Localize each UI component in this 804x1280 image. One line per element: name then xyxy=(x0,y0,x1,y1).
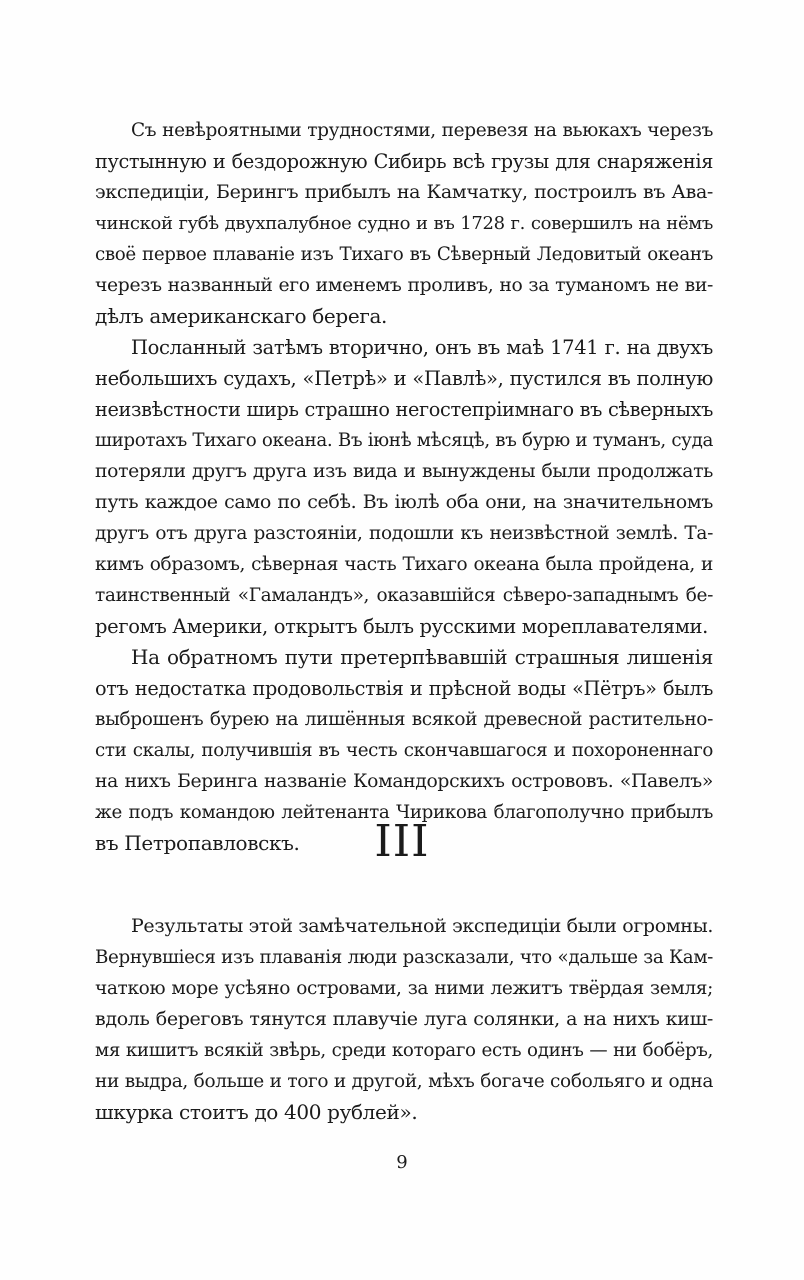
paragraph-line: небольшихъ судахъ, «Петрѣ» и «Павлѣ», пустился въ полную xyxy=(95,367,713,390)
paragraph-line: въ Петропавловскъ. xyxy=(95,831,300,855)
paragraph-line: ни выдра, больше и того и другой, мѣхъ богаче собольяго и одна xyxy=(95,1071,713,1092)
paragraph-line: Съ невѣроятными трудностями, перевезя на вьюкахъ черезъ xyxy=(131,120,713,141)
paragraph-line: таинственный «Гамаландъ», оказавшійся сѣверо-западнымъ бе- xyxy=(95,585,713,606)
paragraph-line: чинской губѣ двухпалубное судно и въ 1728 г. совершилъ на нёмъ xyxy=(95,213,713,234)
section-1-text xyxy=(95,115,713,859)
paragraph-line: широтахъ Тихаго океана. Въ іюнѣ мѣсяцѣ, въ бурю и туманъ, суда xyxy=(95,430,713,451)
paragraph-line: другъ отъ друга разстояніи, подошли къ неизвѣстной землѣ. Та- xyxy=(95,523,713,544)
paragraph-line: путь каждое само по себѣ. Въ іюлѣ оба они, на значительномъ xyxy=(95,491,713,513)
paragraph-line: на нихъ Беринга названіе Командорскихъ острововъ. «Павелъ» xyxy=(95,771,713,792)
page-number: 9 xyxy=(396,1152,408,1173)
paragraph-line: же подъ командою лейтенанта Чирикова благополучно прибылъ xyxy=(95,802,713,823)
paragraph-line: черезъ названный его именемъ проливъ, но за туманомъ не ви- xyxy=(95,275,713,296)
paragraph-line: вдоль береговъ тянутся плавучіе луга солянки, а на нихъ киш- xyxy=(95,1008,713,1030)
paragraph-line: На обратномъ пути претерпѣвавшій страшныя лишенія xyxy=(131,645,713,669)
paragraph-line: отъ недостатка продовольствія и прѣсной воды «Пётръ» былъ xyxy=(95,677,713,700)
section-2-text xyxy=(95,911,713,1128)
paragraph-line: Вернувшіеся изъ плаванія люди разсказали, что «дальше за Кам- xyxy=(95,947,713,968)
paragraph-line: Посланный затѣмъ вторично, онъ въ маѣ 1741 г. на двухъ xyxy=(131,336,713,359)
paragraph-line: дѣлъ американскаго берега. xyxy=(95,304,388,328)
paragraph-line: шкурка стоитъ до 400 рублей». xyxy=(95,1100,418,1124)
paragraph-line: выброшенъ бурею на лишённыя всякой древесной растительно- xyxy=(95,709,713,730)
paragraph-line: чаткою море усѣяно островами, за ними лежитъ твёрдая земля; xyxy=(95,978,713,999)
paragraph-line: мя кишитъ всякій звѣрь, среди котораго есть одинъ — ни бобёръ, xyxy=(95,1040,713,1061)
paragraph-line: своё первое плаваніе изъ Тихаго въ Сѣверный Ледовитый океанъ xyxy=(95,244,713,265)
paragraph-line: Результаты этой замѣчательной экспедиціи были огромны. xyxy=(131,915,714,937)
paragraph-line: неизвѣстности ширь страшно негостепріимнаго въ сѣверныхъ xyxy=(95,398,713,421)
paragraph-line: сти скалы, получившія въ честь скончавшагося и похороненнаго xyxy=(95,740,713,761)
paragraph-line: кимъ образомъ, сѣверная часть Тихаго океана была пройдена, и xyxy=(95,554,713,575)
paragraph-line: пустынную и бездорожную Сибирь всѣ грузы для снаряженія xyxy=(95,150,713,173)
paragraph-line: потеряли другъ друга изъ вида и вынуждены были продолжать xyxy=(95,461,713,482)
paragraph-line: регомъ Америки, открытъ былъ русскими мореплавателями. xyxy=(95,615,709,638)
chapter-heading: III xyxy=(374,816,430,867)
paragraph-line: экспедиціи, Берингъ прибылъ на Камчатку, построилъ въ Ава- xyxy=(95,181,713,203)
